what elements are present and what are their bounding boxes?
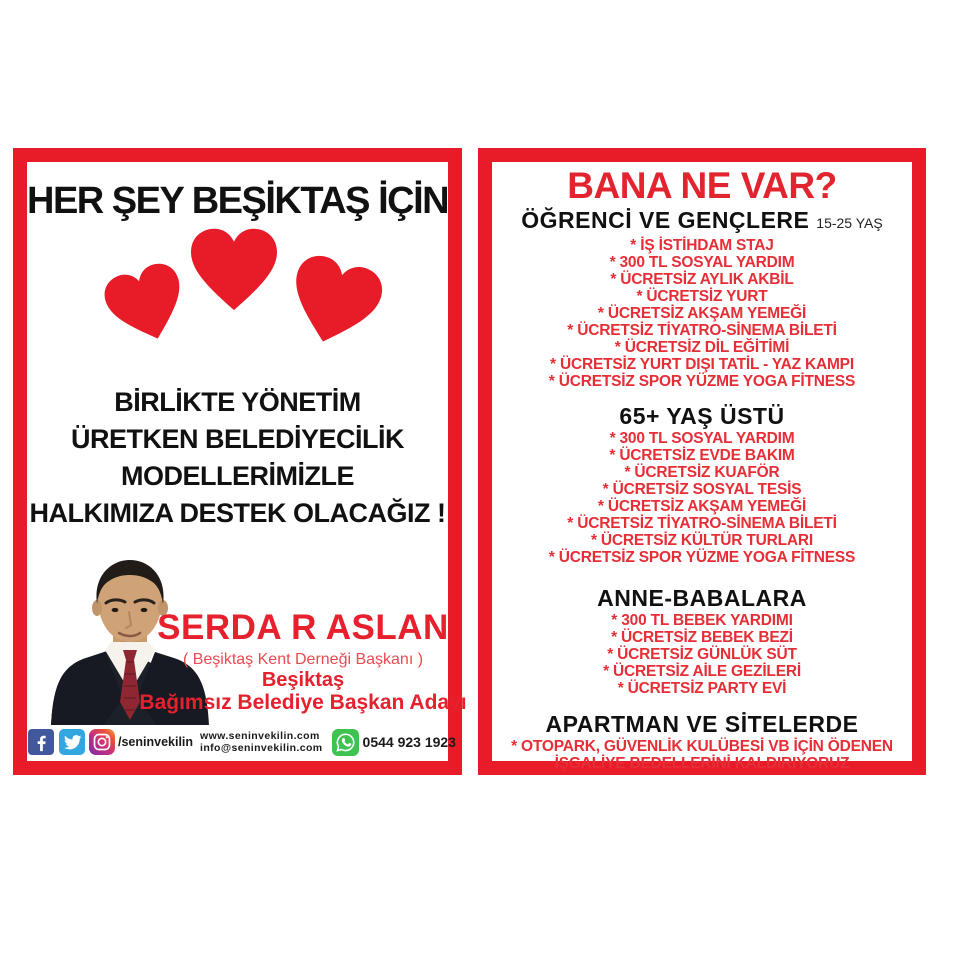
benefit-item — [492, 680, 912, 697]
section-apartments — [492, 712, 912, 772]
benefit-text: ÜCRETSİZ AYLIK AKBİL — [620, 271, 794, 288]
right-panel — [478, 148, 926, 775]
asterisk-bullet: * — [614, 339, 621, 356]
asterisk-bullet: * — [607, 646, 614, 663]
benefit-text: 300 TL BEBEK YARDIMI — [621, 612, 793, 629]
benefit-text: ÜCRETSİZ KÜLTÜR TURLARI — [600, 532, 814, 549]
asterisk-bullet: * — [617, 680, 624, 697]
heart-icon — [95, 255, 197, 353]
benefit-text: ÜCRETSİZ DİL EĞİTİMİ — [624, 339, 790, 356]
benefit-item — [492, 549, 912, 566]
benefit-text: ÜCRETSİZ SPOR YÜZME YOGA FİTNESS — [558, 373, 856, 390]
asterisk-bullet: * — [548, 373, 555, 390]
asterisk-bullet: * — [636, 288, 643, 305]
benefit-item — [506, 738, 898, 772]
candidate-name: SERDA R ASLAN — [157, 608, 449, 647]
candidate-info — [139, 608, 467, 714]
benefit-item — [492, 464, 912, 481]
asterisk-bullet: * — [611, 612, 618, 629]
benefit-item — [492, 373, 912, 390]
benefit-item — [492, 322, 912, 339]
twitter-icon — [59, 729, 85, 755]
benefit-item — [492, 629, 912, 646]
benefit-text: ÜCRETSİZ SPOR YÜZME YOGA FİTNESS — [558, 549, 856, 566]
benefit-item — [492, 288, 912, 305]
benefit-text: ÜCRETSİZ AKŞAM YEMEĞİ — [607, 305, 807, 322]
benefit-list — [492, 612, 912, 697]
benefit-text: ÜCRETSİZ SOSYAL TESİS — [612, 481, 802, 498]
asterisk-bullet: * — [611, 629, 617, 646]
asterisk-bullet: * — [590, 532, 597, 549]
benefit-item — [492, 254, 912, 271]
instagram-icon — [89, 729, 115, 755]
asterisk-bullet: * — [567, 322, 574, 339]
benefit-text: 300 TL SOSYAL YARDIM — [619, 430, 795, 447]
benefit-text: ÜCRETSİZ AKŞAM YEMEĞİ — [607, 498, 807, 515]
section-header: APARTMAN VE SİTELERDE — [545, 711, 859, 737]
asterisk-bullet: * — [603, 663, 609, 680]
benefit-text: ÜCRETSİZ EVDE BAKIM — [619, 447, 795, 464]
left-panel-slogan: HER ŞEY BEŞİKTAŞ İÇİN — [27, 180, 449, 222]
left-panel — [13, 148, 467, 775]
asterisk-bullet: * — [511, 738, 517, 755]
asterisk-bullet: * — [597, 305, 604, 322]
email: info@seninvekilin.com — [200, 742, 323, 754]
section-header — [492, 208, 912, 235]
benefit-item — [492, 339, 912, 356]
benefit-item — [492, 305, 912, 322]
section-header-text: ÖĞRENCİ VE GENÇLERE — [521, 207, 810, 233]
statement-line: MODELLERİMİZLE — [121, 461, 354, 491]
benefit-text: 300 TL SOSYAL YARDIM — [619, 254, 795, 271]
website: www.seninvekilin.com — [200, 729, 320, 742]
asterisk-bullet: * — [597, 498, 604, 515]
benefit-item — [492, 481, 912, 498]
benefit-text: İŞ İSTİHDAM STAJ — [640, 237, 774, 254]
benefit-text: OTOPARK, GÜVENLİK KULÜBESİ VB İÇİN ÖDENEN İŞGALİYE BEDELLERİNİ KALDIRIYORUZ — [521, 738, 893, 772]
benefit-item — [492, 430, 912, 447]
benefit-item — [492, 271, 912, 288]
asterisk-bullet: * — [602, 481, 609, 498]
asterisk-bullet: * — [567, 515, 574, 532]
section-parents — [492, 586, 912, 697]
benefit-text: ÜCRETSİZ BEBEK BEZİ — [621, 629, 793, 646]
right-panel-title: BANA NE VAR? — [567, 165, 837, 206]
benefit-item — [492, 646, 912, 663]
phone-number: 0544 923 1923 — [362, 734, 456, 750]
benefit-item — [492, 612, 912, 629]
benefit-item — [492, 498, 912, 515]
candidate-position: Bağımsız Belediye Başkan Adayı — [139, 691, 467, 714]
benefit-text: ÜCRETSİZ AİLE GEZİLERİ — [613, 663, 801, 680]
benefit-item — [492, 237, 912, 254]
benefit-text: ÜCRETSİZ KUAFÖR — [634, 464, 780, 481]
benefit-text: ÜCRETSİZ TİYATRO-SİNEMA BİLETİ — [577, 322, 837, 339]
section-seniors — [492, 404, 912, 566]
asterisk-bullet: * — [610, 271, 617, 288]
benefit-text: ÜCRETSİZ GÜNLÜK SÜT — [617, 646, 797, 663]
benefit-list — [492, 237, 912, 390]
benefit-list — [492, 430, 912, 566]
statement-line: HALKIMIZA DESTEK OLACAĞIZ ! — [29, 498, 446, 528]
facebook-icon — [28, 729, 54, 755]
asterisk-bullet: * — [550, 356, 556, 373]
heart-icon — [187, 226, 281, 312]
asterisk-bullet: * — [630, 237, 637, 254]
statement-line: BİRLİKTE YÖNETİM — [114, 387, 361, 417]
candidate-role: ( Beşiktaş Kent Derneği Başkanı ) — [182, 651, 424, 668]
benefit-item — [492, 447, 912, 464]
section-students — [492, 208, 912, 390]
asterisk-bullet: * — [548, 549, 555, 566]
asterisk-bullet: * — [624, 464, 631, 481]
benefit-list — [492, 738, 912, 772]
benefit-text: ÜCRETSİZ PARTY EVİ — [627, 680, 787, 697]
statement-line: ÜRETKEN BELEDİYECİLİK — [70, 424, 405, 454]
benefit-item — [492, 663, 912, 680]
age-note: 15-25 YAŞ — [816, 215, 883, 231]
heart-icon — [277, 247, 392, 357]
asterisk-bullet: * — [609, 447, 616, 464]
benefit-item — [492, 356, 912, 373]
section-header: 65+ YAŞ ÜSTÜ — [619, 403, 785, 429]
campaign-statement — [27, 384, 448, 532]
benefit-item — [492, 515, 912, 532]
social-handle: /seninvekilin — [118, 735, 194, 749]
whatsapp-icon — [332, 729, 359, 756]
benefit-text: ÜCRETSİZ YURT DIŞI TATİL - YAZ KAMPI — [560, 356, 854, 373]
benefit-text: ÜCRETSİZ YURT — [646, 288, 768, 305]
benefit-text: ÜCRETSİZ TİYATRO-SİNEMA BİLETİ — [577, 515, 837, 532]
asterisk-bullet: * — [609, 430, 616, 447]
web-contact — [200, 730, 323, 755]
candidate-district: Beşiktaş — [261, 669, 345, 691]
benefit-item — [492, 532, 912, 549]
contact-footer — [27, 725, 456, 759]
section-header: ANNE-BABALARA — [597, 585, 807, 611]
asterisk-bullet: * — [609, 254, 616, 271]
